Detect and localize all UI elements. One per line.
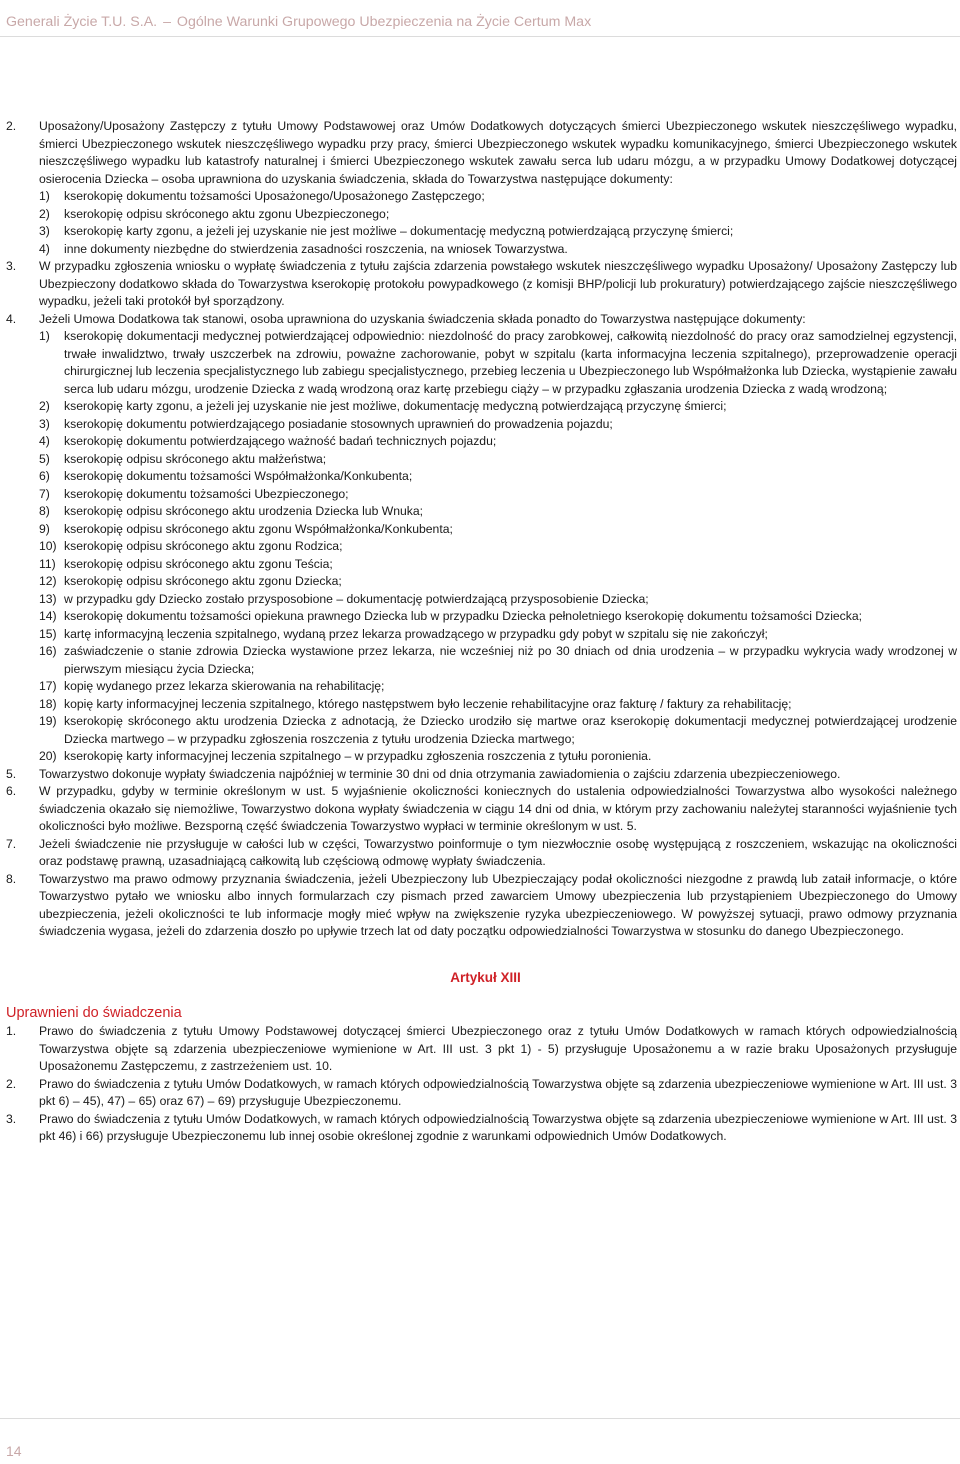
sub-item-text: kserokopię karty zgonu, a jeżeli jej uzyskanie nie jest możliwe, dokumentację medyczną potwierdzającą przyczynę śmierci; xyxy=(64,399,727,413)
sub-item-text: kserokopię karty zgonu, a jeżeli jej uzyskanie nie jest możliwe – dokumentację medyczną potwierdzającą przyczynę śmierci; xyxy=(64,224,734,238)
sub-item-number: 17) xyxy=(39,679,57,693)
sub-item-text: kopię wydanego przez lekarza skierowania na rehabilitację; xyxy=(64,679,385,693)
paragraph-text: Towarzystwo dokonuje wypłaty świadczenia najpóźniej w terminie 30 dni od dnia otrzymania zawiadomienia o zajściu zdarzenia ubezpieczeniowego. xyxy=(39,766,841,781)
paragraph-number: 2. xyxy=(6,1076,17,1091)
paragraph-number: 1. xyxy=(6,1024,17,1038)
document-body xyxy=(6,118,957,1146)
sub-list-item xyxy=(6,486,957,504)
sub-item-number: 15) xyxy=(39,626,57,641)
sub-item-text: kserokopię karty informacyjnej leczenia szpitalnego – w przypadku zgłoszenia roszczenia z tytułu poronienia. xyxy=(64,749,652,763)
sub-item-number: 8) xyxy=(39,504,50,518)
sub-item-number: 16) xyxy=(39,644,57,658)
sub-item-text: kserokopię odpisu skróconego aktu małżeństwa; xyxy=(64,451,327,466)
paragraph-number: 3. xyxy=(6,1111,17,1126)
paragraph-text: Uposażony/Uposażony Zastępczy z tytułu Umowy Podstawowej oraz Umów Dodatkowych dotyczących śmierci Ubezpieczonego wskutek nieszczęśliwego wypadku, śmierci Ubezpieczonego wskutek nieszczęśliwego wypadku przy pracy, śmierci Ubezpieczonego wskutek wypadku komunikacyjnego, śmierci Ubezpieczonego wskutek nieszczęśliwego wypadku lub katastrofy naturalnej i śmierci Ubezpieczonego wskutek zawału serca lub udaru mózgu, a w przypadku Umowy Dodatkowej dotyczącej osierocenia Dziecka – osoba uprawniona do uzyskania świadczenia, składa do Towarzystwa następujące dokumenty: xyxy=(39,119,957,186)
paragraph-number: 8. xyxy=(6,871,17,886)
page-number: 14 xyxy=(6,1443,22,1459)
paragraph-text: W przypadku zgłoszenia wniosku o wypłatę świadczenia z tytułu zajścia zdarzenia powstałego wskutek nieszczęśliwego wypadku Uposażony/ Uposażony Zastępczy lub Ubezpieczony dodatkowo składa do Towarzystwa kserokopię protokołu powypadkowego (z komisji BHP/policji lub prokuratury) potwierdzającego zajście nieszczęśliwego wypadku, jeżeli taki protokół był sporządzony. xyxy=(39,259,957,308)
sub-list-item xyxy=(6,398,957,416)
footer-rule xyxy=(0,1418,960,1419)
sub-list-item xyxy=(6,713,957,748)
numbered-paragraph xyxy=(6,311,957,329)
paragraph-text: Prawo do świadczenia z tytułu Umów Dodatkowych, w ramach których odpowiedzialnością Towarzystwa objęte są zdarzenia ubezpieczeniowe wymienione w Art. III ust. 3 pkt 46) i 66) przysługuje Ubezpieczonemu lub innej osobie określonej zgodnie z warunkami odpowiednich Umów Dodatkowych. xyxy=(39,1111,957,1143)
sub-item-number: 18) xyxy=(39,696,57,711)
sub-item-number: 3) xyxy=(39,224,50,238)
sub-item-text: kserokopię odpisu skróconego aktu zgonu Współmałżonka/Konkubenta; xyxy=(64,521,453,536)
sub-item-number: 11) xyxy=(39,556,56,571)
paragraph-text: Jeżeli Umowa Dodatkowa tak stanowi, osoba uprawniona do uzyskania świadczenia składa ponadto do Towarzystwa następujące dokumenty: xyxy=(39,311,806,326)
paragraph-text: Towarzystwo ma prawo odmowy przyznania świadczenia, jeżeli Ubezpieczony lub Ubezpieczający podał okoliczności niezgodne z prawdą lub zataił informacje, o które Towarzystwo pytało we wniosku albo innych formularzach czy pismach przed zawarciem Umowy ubezpieczenia lub przystąpieniem Ubezpieczonego do Umowy ubezpieczenia, jeżeli okoliczności te lub informacje mogły mieć wpływ na zwiększenie ryzyka ubezpieczeniowego. W powyższej sytuacji, prawo odmowy przyznania świadczenia wygasa, jeżeli do zdarzenia doszło po upływie trzech lat od daty początku odpowiedzialności Towarzystwa w stosunku do danego Ubezpieczonego. xyxy=(39,871,957,938)
sub-list-item xyxy=(6,451,957,469)
numbered-paragraph xyxy=(6,118,957,188)
sub-list-item xyxy=(6,678,957,696)
sub-item-number: 1) xyxy=(39,189,50,203)
sub-item-number: 1) xyxy=(39,329,50,343)
sub-item-number: 4) xyxy=(39,241,50,256)
sub-item-text: kserokopię dokumentu tożsamości Uposażonego/Uposażonego Zastępczego; xyxy=(64,189,485,203)
paragraph-text: Prawo do świadczenia z tytułu Umowy Podstawowej dotyczącej śmierci Ubezpieczonego oraz z tytułu Umów Dodatkowych w ramach których odpowiedzialnością Towarzystwa objęte są zdarzenia ubezpieczeniowe wymienione w Art. III ust. 3 pkt 1) - 5) przysługuje Uposażonemu a w razie braku Uposażonych przysługuje Uposażonemu Zastępczemu, z zastrzeżeniem ust. 10. xyxy=(39,1024,957,1073)
numbered-paragraph xyxy=(6,766,957,784)
sub-item-text: kserokopię dokumentu potwierdzającego posiadanie stosownych uprawnień do prowadzenia pojazdu; xyxy=(64,416,613,431)
sub-item-number: 2) xyxy=(39,399,50,413)
paragraph-number: 5. xyxy=(6,766,17,781)
numbered-paragraph xyxy=(6,871,957,941)
header-doc-title: Ogólne Warunki Grupowego Ubezpieczenia na Życie Certum Max xyxy=(176,14,592,30)
numbered-paragraphs xyxy=(6,118,957,941)
paragraph-number: 6. xyxy=(6,784,17,798)
section-title: Uprawnieni do świadczenia xyxy=(6,1005,182,1021)
sub-item-text: kserokopię dokumentu potwierdzającego ważność badań technicznych pojazdu; xyxy=(64,434,497,448)
sub-list-item xyxy=(6,223,957,241)
paragraph-text: W przypadku, gdyby w terminie określonym w ust. 5 wyjaśnienie okoliczności koniecznych do ustalenia odpowiedzialności Towarzystwa albo wysokości należnego świadczenia okazało się niemożliwe, Towarzystwo dokona wypłaty świadczenia w ciągu 14 dni od dnia, w którym przy zachowaniu należytej staranności wyjaśnienie tych okoliczności było możliwe. Bezsporną część świadczenia Towarzystwo wypłaci w terminie określonym w ust. 5. xyxy=(39,784,957,833)
sub-list-item xyxy=(6,241,957,259)
sub-item-number: 10) xyxy=(39,539,57,553)
paragraph-number: 7. xyxy=(6,836,17,851)
sub-list-item xyxy=(6,433,957,451)
sub-item-text: kserokopię odpisu skróconego aktu zgonu Rodzica; xyxy=(64,539,343,553)
sub-item-number: 5) xyxy=(39,451,50,466)
paragraph-number: 2. xyxy=(6,119,17,133)
sub-list-item xyxy=(6,521,957,539)
sub-list-item xyxy=(6,206,957,224)
sub-list-item xyxy=(6,328,957,398)
sub-list-item xyxy=(6,591,957,609)
sub-item-number: 2) xyxy=(39,206,50,221)
sub-item-text: kserokopię odpisu skróconego aktu zgonu Dziecka; xyxy=(64,574,342,588)
sub-list-item xyxy=(6,503,957,521)
numbered-paragraph xyxy=(6,258,957,311)
sub-item-number: 9) xyxy=(39,521,50,536)
article-paragraph xyxy=(6,1111,957,1146)
sub-item-text: kserokopię odpisu skróconego aktu zgonu Teścia; xyxy=(64,556,333,571)
sub-item-number: 3) xyxy=(39,416,50,431)
sub-item-number: 6) xyxy=(39,469,50,483)
article-paragraphs xyxy=(6,1023,957,1146)
paragraph-text: Prawo do świadczenia z tytułu Umów Dodatkowych, w ramach których odpowiedzialnością Towarzystwa objęte są zdarzenia ubezpieczeniowe wymienione w Art. III ust. 3 pkt 6) – 45), 47) – 65) oraz 67) – 69) przysługuje Ubezpieczonemu. xyxy=(39,1076,957,1108)
sub-list-item xyxy=(6,573,957,591)
sub-item-text: kartę informacyjną leczenia szpitalnego, wydaną przez lekarza prowadzącego w przypadku gdy pobyt w szpitalu się nie zakończył; xyxy=(64,626,768,641)
sub-list-item xyxy=(6,538,957,556)
sub-item-text: zaświadczenie o stanie zdrowia Dziecka wystawione przez lekarza, nie wcześniej niż po 30 dniach od dnia urodzenia – w przypadku wykrycia wady wrodzonej w pierwszym miesiącu życia Dziecka; xyxy=(64,644,957,676)
sub-item-text: kserokopię dokumentacji medycznej potwierdzającej odpowiednio: niezdolność do pracy zarobkowej, całkowitą niezdolność do pracy oraz samodzielnej egzystencji, trwałe inwalidztwo, trwały uszczerbek na zdrowiu, poważne zachorowanie, pobyt w szpitalu (karta informacyjna leczenia szpitalnego), przeprowadzenie operacji chirurgicznej lub leczenia specjalistycznego lub zabiegu specjalistycznego, przebieg leczenia u Ubezpieczonego lub Współmałżonka lub Dziecka, wystąpienie zawału serca lub udaru mózgu, urodzenie Dziecka z wadą wrodzoną oraz kartę przebiegu ciąży – w przypadku zgłaszania urodzenia Dziecka z wadą wrodzoną; xyxy=(64,329,957,396)
header-separator: – xyxy=(163,14,171,30)
article-title: Artykuł XIII xyxy=(450,969,521,985)
sub-item-number: 13) xyxy=(39,591,57,606)
sub-list-item xyxy=(6,696,957,714)
numbered-paragraph xyxy=(6,783,957,836)
sub-list-item xyxy=(6,626,957,644)
running-header xyxy=(6,14,591,30)
sub-item-text: kserokopię odpisu skróconego aktu urodzenia Dziecka lub Wnuka; xyxy=(64,504,424,518)
sub-item-text: kserokopię dokumentu tożsamości opiekuna prawnego Dziecka lub w przypadku Dziecka pełnoletniego kserokopię dokumentu tożsamości Dziecka; xyxy=(64,609,863,623)
sub-item-text: kserokopię dokumentu tożsamości Współmałżonka/Konkubenta; xyxy=(64,469,413,483)
paragraph-number: 4. xyxy=(6,311,17,326)
sub-list-item xyxy=(6,416,957,434)
sub-item-number: 20) xyxy=(39,749,57,763)
paragraph-number: 3. xyxy=(6,259,17,273)
numbered-paragraph xyxy=(6,836,957,871)
header-rule xyxy=(0,36,960,37)
sub-list-item xyxy=(6,468,957,486)
sub-list-item xyxy=(6,608,957,626)
sub-item-text: kopię karty informacyjnej leczenia szpitalnego, którego następstwem było leczenie rehabilitacyjne oraz fakturę / faktury za rehabilitację; xyxy=(64,696,792,711)
header-company: Generali Życie T.U. S.A. xyxy=(6,14,158,30)
sub-item-text: kserokopię dokumentu tożsamości Ubezpieczonego; xyxy=(64,486,349,501)
sub-item-text: kserokopię odpisu skróconego aktu zgonu Ubezpieczonego; xyxy=(64,206,390,221)
sub-item-text: kserokopię skróconego aktu urodzenia Dziecka z adnotacją, że Dziecko urodziło się martwe oraz kserokopię dokumentacji medycznej potwierdzającej urodzenie Dziecka martwego – w przypadku zgłoszenia roszczenia z tytułu urodzenia Dziecka martwego; xyxy=(64,714,957,746)
sub-item-number: 14) xyxy=(39,609,57,623)
article-paragraph xyxy=(6,1023,957,1076)
sub-list-item xyxy=(6,643,957,678)
sub-item-number: 4) xyxy=(39,434,50,448)
sub-item-text: inne dokumenty niezbędne do stwierdzenia zasadności roszczenia, na wniosek Towarzystwa. xyxy=(64,241,568,256)
sub-list-item xyxy=(6,188,957,206)
sub-item-number: 19) xyxy=(39,714,57,728)
paragraph-text: Jeżeli świadczenie nie przysługuje w całości lub w części, Towarzystwo poinformuje o tym niezwłocznie osobę występującą z roszczeniem, wskazując na okoliczności oraz podstawę prawną, uzasadniającą całkowitą lub częściową odmowę wypłaty świadczenia. xyxy=(39,836,957,868)
sub-item-number: 7) xyxy=(39,486,50,501)
article-paragraph xyxy=(6,1076,957,1111)
sub-item-number: 12) xyxy=(39,574,57,588)
sub-list-item xyxy=(6,556,957,574)
sub-list-item xyxy=(6,748,957,766)
sub-item-text: w przypadku gdy Dziecko zostało przysposobione – dokumentację potwierdzającą przysposobienie Dziecka; xyxy=(64,591,649,606)
